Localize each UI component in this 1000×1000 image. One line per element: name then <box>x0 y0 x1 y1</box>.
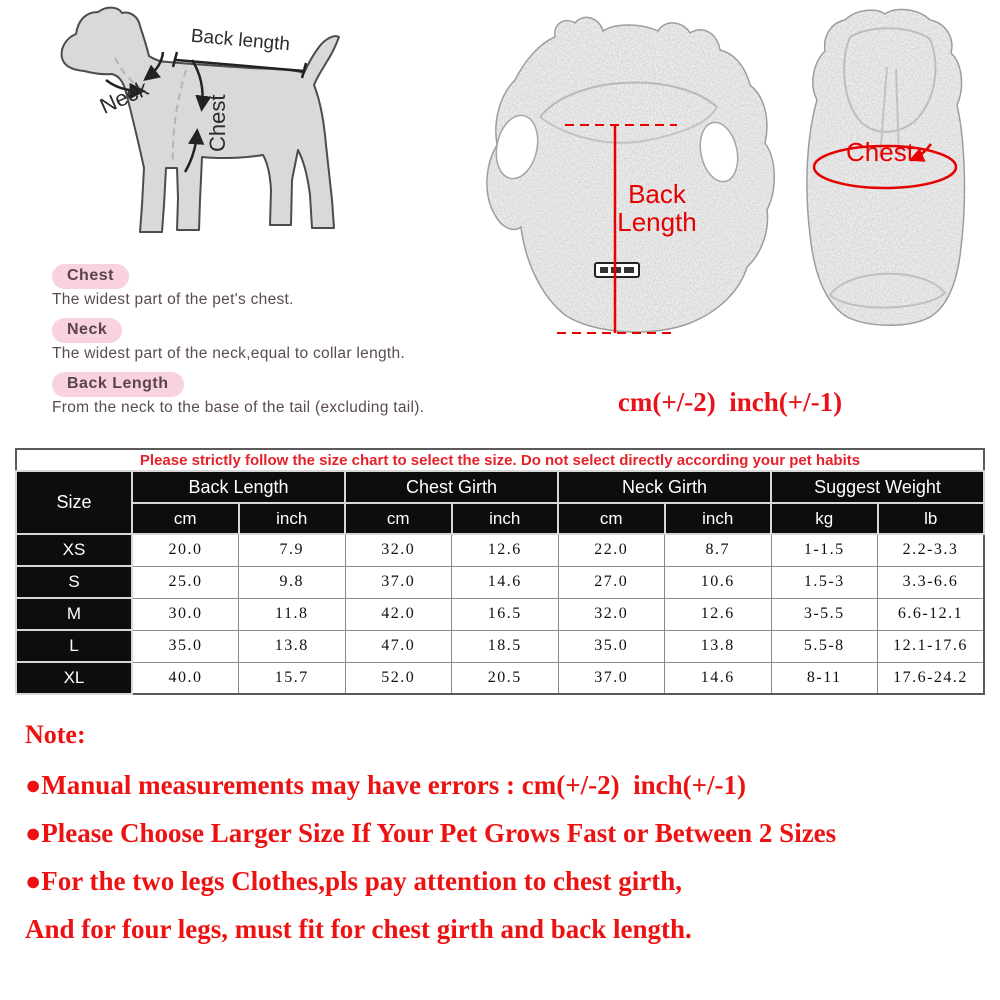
table-cell: 52.0 <box>345 662 452 694</box>
diagram-neck-label: Neck <box>95 75 152 119</box>
note-line: ●Manual measurements may have errors : cm(+/-2) inch(+/-1) <box>25 770 746 800</box>
table-notice: Please strictly follow the size chart to select the size. Do not select directly according your pet habits <box>16 449 984 471</box>
suggest-weight-header: Suggest Weight <box>771 471 984 503</box>
table-cell: 5.5-8 <box>771 630 878 662</box>
table-cell: 17.6-24.2 <box>878 662 985 694</box>
table-cell: 13.8 <box>665 630 772 662</box>
table-cell: 1-1.5 <box>771 534 878 566</box>
size-label: M <box>16 598 132 630</box>
guide-item-back-length <box>52 372 492 417</box>
table-cell: 6.6-12.1 <box>878 598 985 630</box>
chest-text: Chest <box>846 137 914 167</box>
diagram-chest-label: Chest <box>205 94 230 152</box>
back-length-pill: Back Length <box>52 372 184 397</box>
table-cell: 9.8 <box>239 566 346 598</box>
unit-header: inch <box>452 503 559 534</box>
note-line: And for four legs, must fit for chest girth and back length. <box>25 914 692 944</box>
notes-title: Note: <box>25 720 86 749</box>
garment-back-shape <box>487 17 774 332</box>
size-label: XL <box>16 662 132 694</box>
table-cell: 25.0 <box>132 566 239 598</box>
table-cell: 15.7 <box>239 662 346 694</box>
table-cell: 1.5-3 <box>771 566 878 598</box>
table-cell: 20.5 <box>452 662 559 694</box>
table-cell: 47.0 <box>345 630 452 662</box>
chest-girth-header: Chest Girth <box>345 471 558 503</box>
table-cell: 37.0 <box>345 566 452 598</box>
product-photo-side-view <box>795 5 980 335</box>
back-length-text-line2: Length <box>617 207 697 237</box>
unit-header: cm <box>558 503 665 534</box>
table-cell: 32.0 <box>558 598 665 630</box>
table-cell: 8.7 <box>665 534 772 566</box>
table-cell: 8-11 <box>771 662 878 694</box>
table-cell: 11.8 <box>239 598 346 630</box>
back-length-header: Back Length <box>132 471 345 503</box>
garment-side-shape <box>807 9 965 325</box>
unit-header: kg <box>771 503 878 534</box>
table-cell: 40.0 <box>132 662 239 694</box>
table-cell: 18.5 <box>452 630 559 662</box>
chest-description: The widest part of the pet's chest. <box>52 291 294 308</box>
table-row <box>16 534 984 566</box>
tolerance-note: cm(+/-2) inch(+/-1) <box>617 387 843 417</box>
notes-section <box>25 722 975 964</box>
neck-girth-header: Neck Girth <box>558 471 771 503</box>
table-unit-header-row <box>16 503 984 534</box>
table-row <box>16 598 984 630</box>
guide-item-neck <box>52 318 492 363</box>
table-cell: 12.6 <box>665 598 772 630</box>
neck-description: The widest part of the neck,equal to collar length. <box>52 345 406 362</box>
table-cell: 13.8 <box>239 630 346 662</box>
table-cell: 2.2-3.3 <box>878 534 985 566</box>
size-table <box>15 448 985 695</box>
table-cell: 35.0 <box>558 630 665 662</box>
table-cell: 37.0 <box>558 662 665 694</box>
table-cell: 3-5.5 <box>771 598 878 630</box>
table-cell: 3.3-6.6 <box>878 566 985 598</box>
table-cell: 7.9 <box>239 534 346 566</box>
size-label: L <box>16 630 132 662</box>
table-row <box>16 662 984 694</box>
unit-header: cm <box>132 503 239 534</box>
size-label: XS <box>16 534 132 566</box>
table-cell: 16.5 <box>452 598 559 630</box>
table-cell: 12.1-17.6 <box>878 630 985 662</box>
guide-item-chest <box>52 264 492 309</box>
table-cell: 30.0 <box>132 598 239 630</box>
table-cell: 27.0 <box>558 566 665 598</box>
table-cell: 14.6 <box>665 662 772 694</box>
unit-header: inch <box>665 503 772 534</box>
table-cell: 14.6 <box>452 566 559 598</box>
table-cell: 20.0 <box>132 534 239 566</box>
table-row <box>16 566 984 598</box>
brand-tag <box>595 263 639 277</box>
unit-header: inch <box>239 503 346 534</box>
table-cell: 10.6 <box>665 566 772 598</box>
table-cell: 32.0 <box>345 534 452 566</box>
chest-pill: Chest <box>52 264 129 289</box>
dog-measurement-diagram <box>20 0 420 270</box>
product-photo-back-view <box>455 5 785 345</box>
table-cell: 35.0 <box>132 630 239 662</box>
size-table-body <box>16 534 984 694</box>
table-notice-row <box>16 449 984 471</box>
size-label: S <box>16 566 132 598</box>
table-cell: 42.0 <box>345 598 452 630</box>
note-line: ●Please Choose Larger Size If Your Pet Grows Fast or Between 2 Sizes <box>25 818 837 848</box>
back-length-description: From the neck to the base of the tail (excluding tail). <box>52 399 425 416</box>
unit-header: cm <box>345 503 452 534</box>
size-column-header: Size <box>16 471 132 534</box>
unit-header: lb <box>878 503 985 534</box>
table-group-header-row <box>16 471 984 503</box>
table-cell: 12.6 <box>452 534 559 566</box>
back-length-text-line1: Back <box>628 179 686 209</box>
diagram-back-length-label: Back length <box>190 25 291 56</box>
neck-pill: Neck <box>52 318 122 343</box>
measurement-guide <box>52 264 492 426</box>
note-line: ●For the two legs Clothes,pls pay attention to chest girth, <box>25 866 683 896</box>
table-cell: 22.0 <box>558 534 665 566</box>
table-row <box>16 630 984 662</box>
